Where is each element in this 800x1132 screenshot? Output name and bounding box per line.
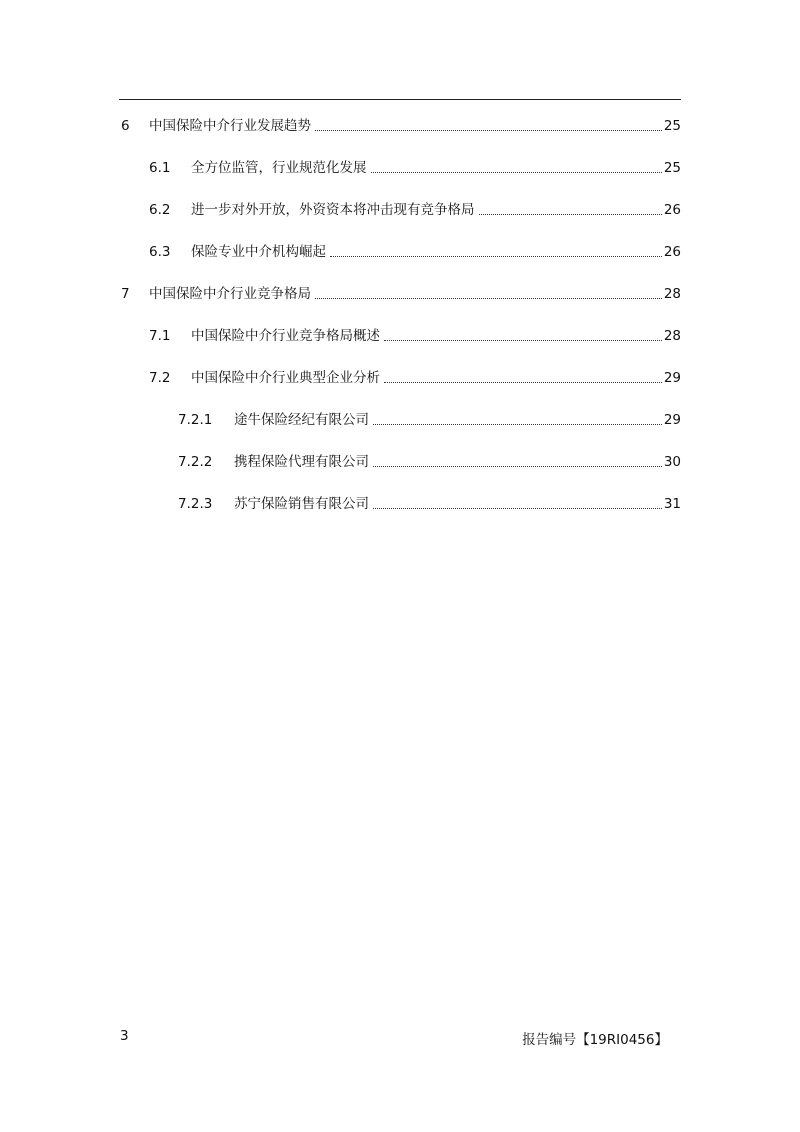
toc-title: 途牛保险经纪有限公司 bbox=[234, 412, 369, 428]
toc-entry-6[interactable] bbox=[0, 110, 800, 134]
toc-entry-7-2-3[interactable] bbox=[0, 488, 800, 512]
toc-page: 29 bbox=[663, 412, 681, 428]
toc-entry-7[interactable] bbox=[0, 278, 800, 302]
toc-leader bbox=[371, 172, 662, 173]
toc-number: 7.2.1 bbox=[178, 412, 213, 428]
toc-entry-7-1[interactable] bbox=[0, 320, 800, 344]
toc-entry-6-2[interactable] bbox=[0, 194, 800, 218]
toc-number: 7.2 bbox=[149, 370, 171, 386]
toc-page: 29 bbox=[663, 370, 681, 386]
toc-entry-7-2[interactable] bbox=[0, 362, 800, 386]
footer-report-id: 报告编号【19RI0456】 bbox=[522, 1032, 668, 1048]
toc-leader bbox=[373, 424, 662, 425]
toc-leader bbox=[373, 508, 662, 509]
toc-entry-7-2-1[interactable] bbox=[0, 404, 800, 428]
toc-page: 26 bbox=[663, 202, 681, 218]
toc-title: 全方位监管，行业规范化发展 bbox=[191, 160, 367, 176]
toc-number: 7.2.2 bbox=[178, 454, 213, 470]
toc-title: 中国保险中介行业竞争格局概述 bbox=[191, 328, 380, 344]
toc-page: 26 bbox=[663, 244, 681, 260]
toc-number: 6.3 bbox=[149, 244, 171, 260]
toc-number: 7 bbox=[121, 286, 130, 302]
toc-leader bbox=[315, 298, 662, 299]
toc-number: 6.1 bbox=[149, 160, 171, 176]
toc-leader bbox=[479, 214, 662, 215]
toc-title: 中国保险中介行业典型企业分析 bbox=[191, 370, 380, 386]
toc-title: 苏宁保险销售有限公司 bbox=[234, 496, 369, 512]
toc-leader bbox=[373, 466, 662, 467]
toc-leader bbox=[330, 256, 662, 257]
toc-entry-6-1[interactable] bbox=[0, 152, 800, 176]
toc-number: 7.1 bbox=[149, 328, 171, 344]
toc-number: 7.2.3 bbox=[178, 496, 213, 512]
toc-page: 25 bbox=[663, 160, 681, 176]
toc-title: 中国保险中介行业发展趋势 bbox=[149, 118, 311, 134]
toc-title: 携程保险代理有限公司 bbox=[234, 454, 369, 470]
toc-title: 进一步对外开放，外资资本将冲击现有竞争格局 bbox=[191, 202, 475, 218]
toc-entry-7-2-2[interactable] bbox=[0, 446, 800, 470]
toc-leader bbox=[315, 130, 662, 131]
toc-page: 30 bbox=[663, 454, 681, 470]
toc-page: 28 bbox=[663, 286, 681, 302]
footer-page-number: 3 bbox=[120, 1028, 129, 1044]
toc-page: 28 bbox=[663, 328, 681, 344]
toc-title: 保险专业中介机构崛起 bbox=[191, 244, 326, 260]
header-rule bbox=[119, 99, 681, 100]
toc-page: 31 bbox=[663, 496, 681, 512]
toc-leader bbox=[384, 382, 662, 383]
toc-entry-6-3[interactable] bbox=[0, 236, 800, 260]
toc-leader bbox=[384, 340, 662, 341]
toc-page: 25 bbox=[663, 118, 681, 134]
toc-number: 6 bbox=[121, 118, 130, 134]
toc-number: 6.2 bbox=[149, 202, 171, 218]
toc-title: 中国保险中介行业竞争格局 bbox=[149, 286, 311, 302]
